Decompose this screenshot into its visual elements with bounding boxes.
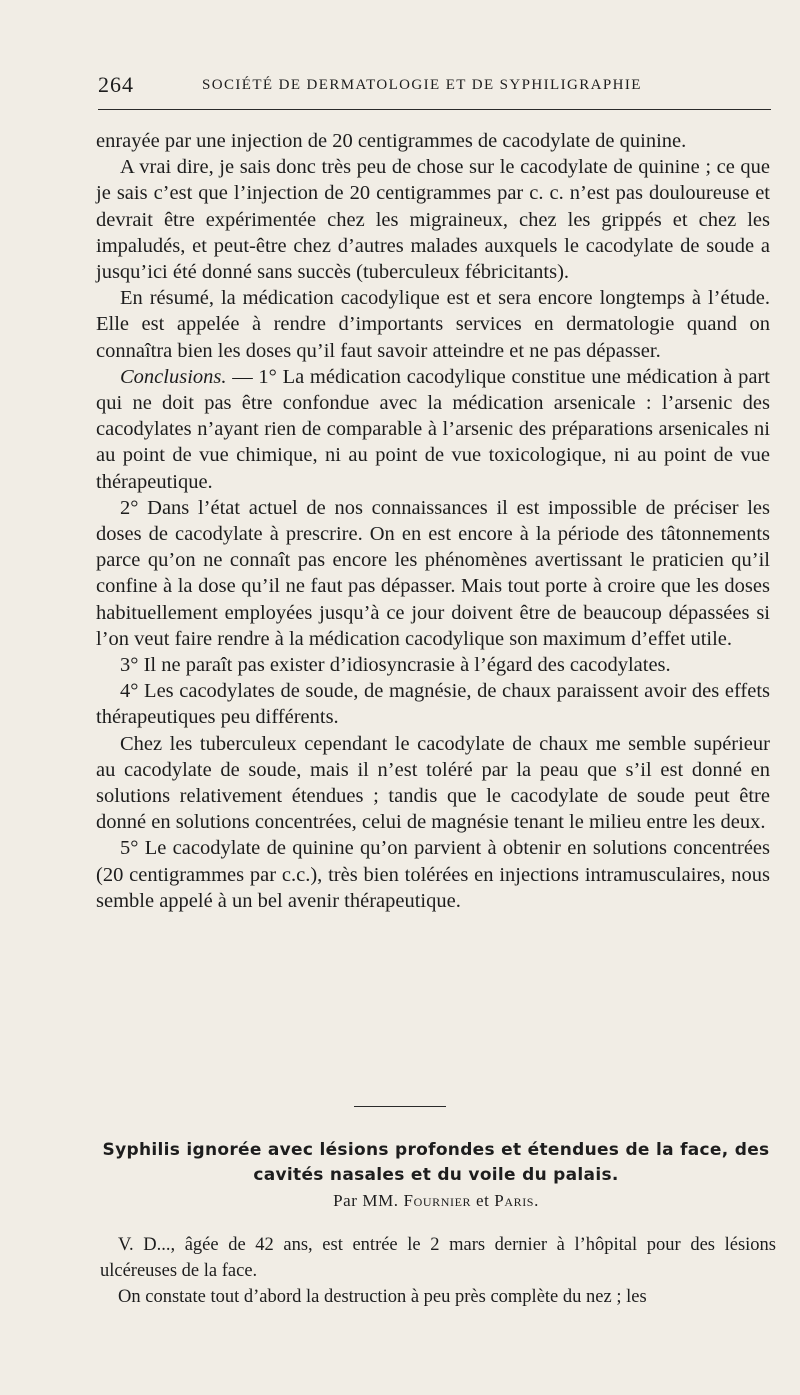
paragraph: A vrai dire, je sais donc très peu de chose sur le cacodylate de quinine ; ce que je sais c’est que l’injection de 20 centigrammes par c. c. n’est pas douloureuse et devrait être expérimentée chez les migraineux, chez les grippés et chez les impaludés, et peut-être chez d’autres malades auxquels le cacodylate de soude a jusqu’ici été donné sans succès (tuberculeux fébricitants). xyxy=(96,156,770,284)
running-title: SOCIÉTÉ DE DERMATOLOGIE ET DE SYPHILIGRAPHIE xyxy=(202,77,642,93)
paragraph-conclusions xyxy=(96,364,770,495)
byline-suffix: . xyxy=(534,1191,539,1210)
paragraph: En résumé, la médication cacodylique est et sera encore longtemps à l’étude. Elle est appelée à rendre d’importants services en dermatologie quand on connaîtra bien les doses qu’il faut savoir atteindre et ne pas dépasser. xyxy=(96,287,770,362)
paragraph: 5° Le cacodylate de quinine qu’on parvient à obtenir en solutions concentrées (20 centigrammes par c.c.), très bien tolérées en injections intramusculaires, nous semble appelé à un bel avenir thérapeutique. xyxy=(96,837,770,912)
emphasis-text: nez xyxy=(586,1287,612,1307)
paragraph: 4° Les cacodylates de soude, de magnésie, de chaux paraissent avoir des effets thérapeutiques peu différents. xyxy=(96,680,770,729)
paragraph-text: — 1° La médication cacodylique constitue une médication à part qui ne doit pas être confondue avec la médication arsenicale : l’arsenic des cacodylates n’ayant rien de comparable à l’arsenic des préparations arsenicales ni au point de vue chimique, ni au point de vue toxicologique, ni au point de vue thérapeutique. xyxy=(96,365,770,493)
article-title: Syphilis ignorée avec lésions profondes et étendues de la face, des cavités nasales et du voile du palais. xyxy=(102,1140,770,1185)
paragraph: V. D..., âgée de 42 ans, est entrée le 2 mars dernier à l’hôpital pour des lésions ulcéreuses de la face. xyxy=(100,1235,776,1281)
paragraph: 3° Il ne paraît pas exister d’idiosyncrasie à l’égard des cacodylates. xyxy=(120,654,671,677)
paragraph: enrayée par une injection de 20 centigrammes de cacodylate de quinine. xyxy=(96,130,687,152)
body-text xyxy=(96,128,770,914)
paragraph: Chez les tuberculeux cependant le cacodylate de chaux me semble supérieur au cacodylate de soude, mais il n’est toléré par la peau que s’il est donné en solutions relativement étendues ; tandis que le cacodylate de soude peut être donné en solutions concentrées, celui de magnésie tenant le milieu entre les deux. xyxy=(96,732,770,834)
paragraph xyxy=(100,1284,776,1310)
byline xyxy=(96,1191,776,1211)
case-report-text xyxy=(100,1232,776,1310)
paragraph: 2° Dans l’état actuel de nos connaissances il est impossible de préciser les doses de cacodylate à prescrire. On en est encore à la période des tâtonnements parce qu’on ne connaît pas encore les phénomènes avertissant le praticien qu’il confine à la dose qu’il ne faut pas dépasser. Mais tout porte à croire que les doses habituellement employées jusqu’à ce jour doivent être de beaucoup dépassées si l’on veut faire rendre à la médication cacodylique son maximum d’effet utile. xyxy=(96,496,770,650)
conclusions-heading: Conclusions. xyxy=(120,365,227,388)
byline-conjunction: et xyxy=(471,1191,495,1210)
running-header xyxy=(98,72,770,96)
paragraph-text: On constate tout d’abord la destruction à peu près complète du xyxy=(118,1287,587,1307)
byline-prefix: Par MM. xyxy=(333,1191,404,1210)
author-name: Fournier xyxy=(403,1191,472,1210)
page-number: 264 xyxy=(98,72,134,97)
header-rule xyxy=(98,109,771,110)
author-name: Paris xyxy=(494,1191,535,1210)
section-separator xyxy=(354,1106,446,1107)
paragraph-text: ; les xyxy=(611,1287,647,1307)
